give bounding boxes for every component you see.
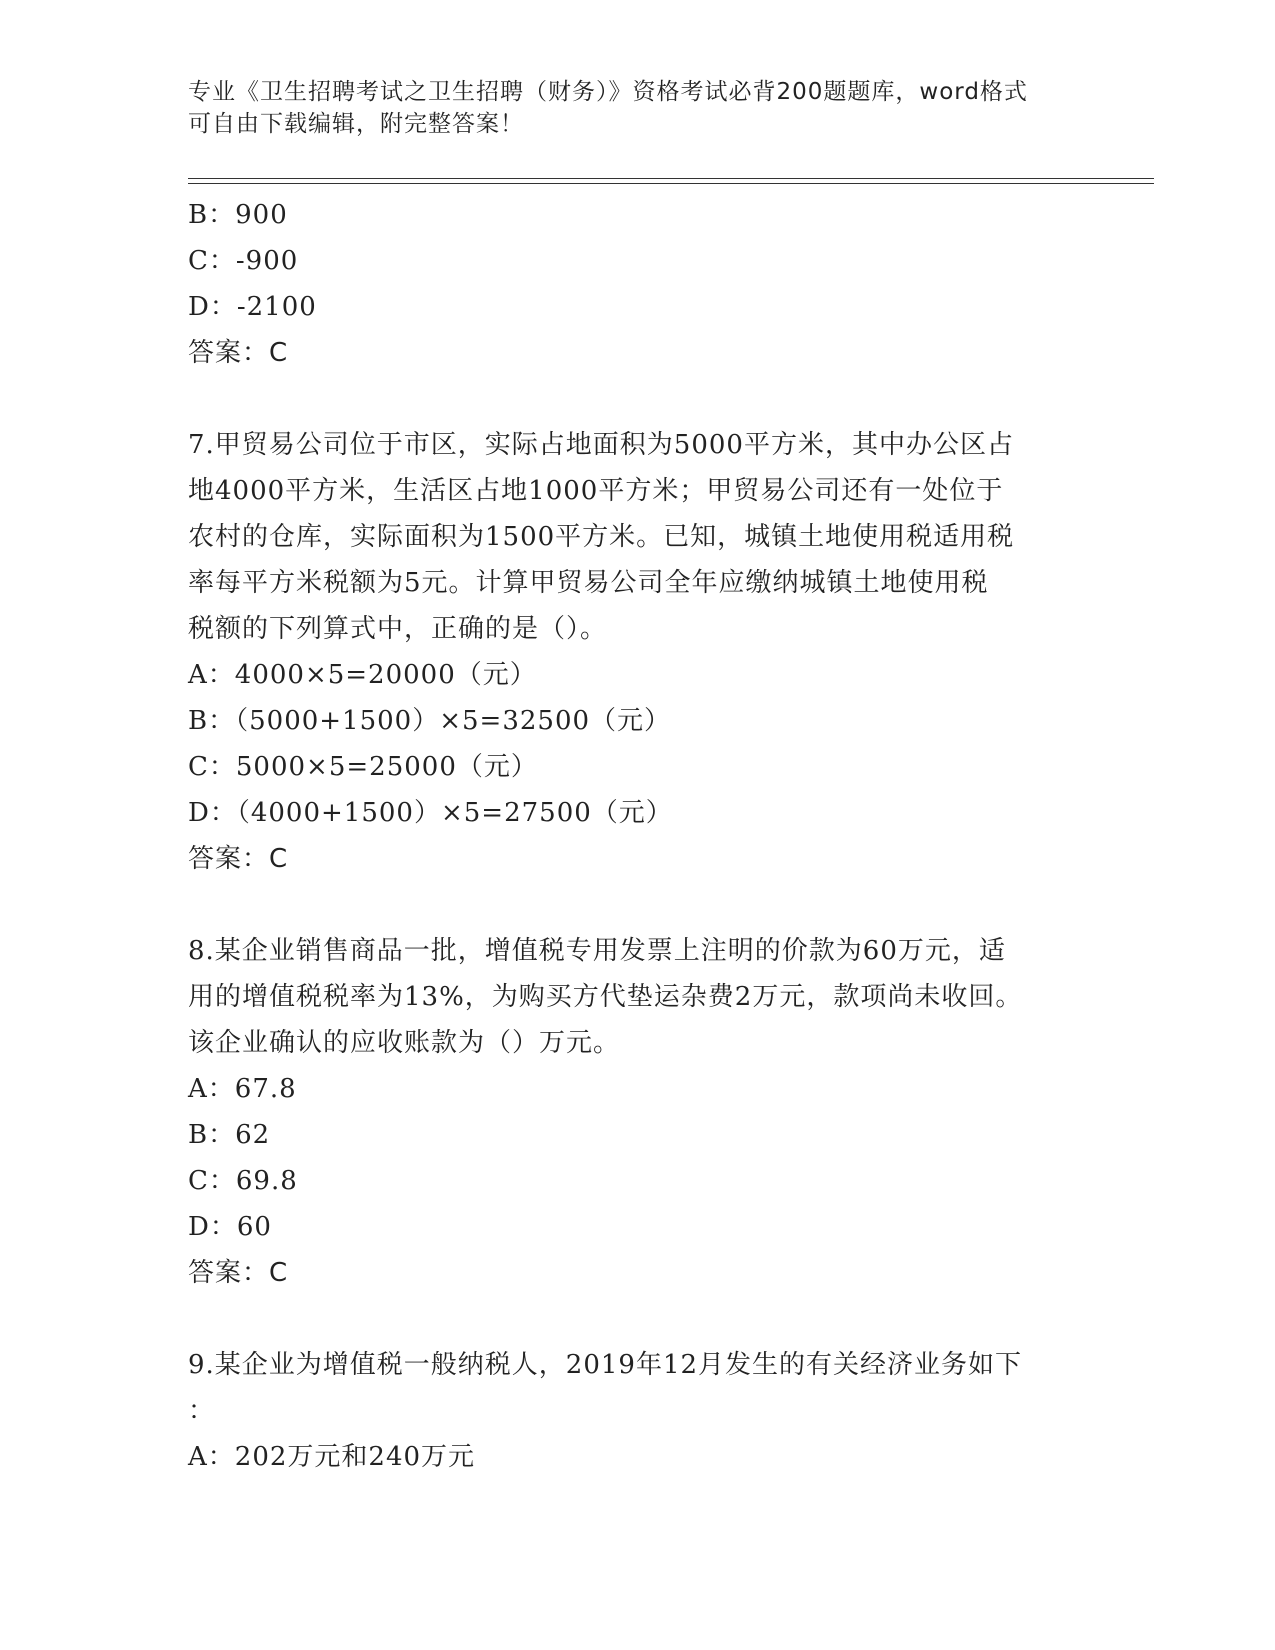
option-b: B：（5000+1500）×5=32500（元） bbox=[188, 706, 672, 736]
option-a: A：67.8 bbox=[188, 1074, 297, 1104]
question-stem-line: 农村的仓库，实际面积为1500平方米。已知，城镇土地使用税适用税 bbox=[188, 522, 1015, 552]
question-6-tail bbox=[188, 192, 1088, 376]
answer-line: 答案：C bbox=[188, 338, 289, 368]
question-stem-line: 税额的下列算式中，正确的是（）。 bbox=[188, 614, 608, 644]
option-c: C：5000×5=25000（元） bbox=[188, 752, 538, 782]
question-stem-line: 该企业确认的应收账款为（）万元。 bbox=[188, 1028, 621, 1058]
option-c: C：69.8 bbox=[188, 1166, 298, 1196]
question-stem-line: 地4000平方米，生活区占地1000平方米；甲贸易公司还有一处位于 bbox=[188, 476, 1004, 506]
option-d: D：（4000+1500）×5=27500（元） bbox=[188, 798, 673, 828]
option-d: D：60 bbox=[188, 1212, 272, 1242]
header-line-1: 专业《卫生招聘考试之卫生招聘（财务）》资格考试必背200题题库，word格式 bbox=[188, 79, 1028, 105]
header-line-2: 可自由下载编辑，附完整答案！ bbox=[188, 111, 524, 137]
option-b: B：62 bbox=[188, 1120, 271, 1150]
question-8 bbox=[188, 928, 1088, 1296]
option-a: A：4000×5=20000（元） bbox=[188, 660, 537, 690]
header-divider-bottom bbox=[188, 183, 1154, 184]
option-d: D：-2100 bbox=[188, 292, 317, 322]
header-divider-top bbox=[188, 178, 1154, 179]
option-c: C：-900 bbox=[188, 246, 299, 276]
question-stem-line: 7.甲贸易公司位于市区，实际占地面积为5000平方米，其中办公区占 bbox=[188, 430, 1014, 460]
document-header bbox=[188, 76, 1088, 140]
spacer bbox=[188, 1296, 1088, 1342]
question-stem-line: 9.某企业为增值税一般纳税人，2019年12月发生的有关经济业务如下 bbox=[188, 1350, 1023, 1380]
spacer bbox=[188, 882, 1088, 928]
question-stem-line: ： bbox=[188, 1396, 216, 1426]
question-7 bbox=[188, 422, 1088, 882]
answer-line: 答案：C bbox=[188, 1258, 289, 1288]
question-content bbox=[188, 192, 1088, 1480]
question-stem-line: 率每平方米税额为5元。计算甲贸易公司全年应缴纳城镇土地使用税 bbox=[188, 568, 989, 598]
option-b: B：900 bbox=[188, 200, 288, 230]
answer-line: 答案：C bbox=[188, 844, 289, 874]
spacer bbox=[188, 376, 1088, 422]
question-stem-line: 用的增值税税率为13%，为购买方代垫运杂费2万元，款项尚未收回。 bbox=[188, 982, 1023, 1012]
option-a: A：202万元和240万元 bbox=[188, 1442, 476, 1472]
question-9 bbox=[188, 1342, 1088, 1480]
question-stem-line: 8.某企业销售商品一批，增值税专用发票上注明的价款为60万元，适 bbox=[188, 936, 1006, 966]
